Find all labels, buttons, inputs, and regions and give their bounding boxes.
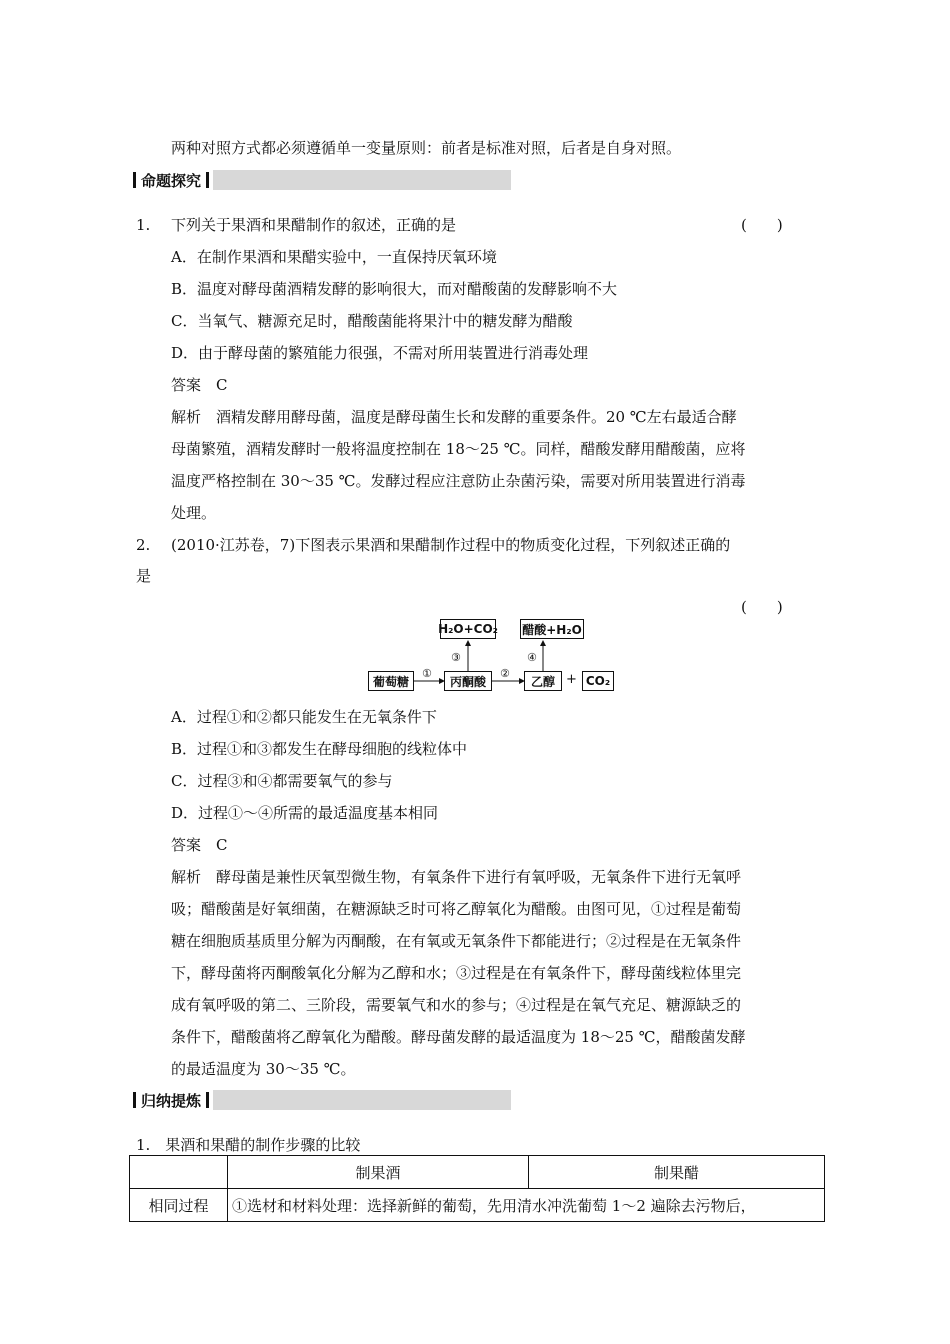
answer-blank: ( ) bbox=[741, 216, 783, 234]
box-ethanol: 乙醇 bbox=[524, 671, 562, 691]
option-a: A．在制作果酒和果醋实验中，一直保持厌氧环境 bbox=[171, 248, 497, 266]
analysis-line: 糖在细胞质基质里分解为丙酮酸，在有氧或无氧条件下都能进行；②过程是在无氧条件 bbox=[171, 932, 742, 950]
option-a: A．过程①和②都只能发生在无氧条件下 bbox=[171, 708, 437, 726]
section-header-exploration bbox=[133, 170, 511, 190]
table-row-label: 相同过程 bbox=[130, 1189, 228, 1222]
step-2-label: ② bbox=[500, 667, 510, 680]
section-bar-left bbox=[133, 1092, 136, 1108]
table-row bbox=[130, 1189, 825, 1222]
table-header-vinegar: 制果醋 bbox=[529, 1156, 825, 1189]
answer-line: 答案 C bbox=[171, 836, 228, 854]
option-d: D．由于酵母菌的繁殖能力很强，不需对所用装置进行消毒处理 bbox=[171, 344, 589, 362]
box-pyruvate: 丙酮酸 bbox=[444, 671, 492, 691]
step-3-label: ③ bbox=[451, 651, 461, 664]
analysis-line: 处理。 bbox=[171, 504, 217, 522]
analysis-line: 的最适温度为 30～35 ℃。 bbox=[171, 1060, 356, 1078]
section-bar-right bbox=[206, 1092, 209, 1108]
summary-heading: 1. 果酒和果醋的制作步骤的比较 bbox=[136, 1136, 361, 1154]
plus-sign: + bbox=[566, 672, 577, 687]
box-h2o-co2: H₂O+CO₂ bbox=[440, 619, 496, 639]
table-header-row bbox=[130, 1156, 825, 1189]
table-cell bbox=[130, 1156, 228, 1189]
option-c: C．当氧气、糖源充足时，醋酸菌能将果汁中的糖发酵为醋酸 bbox=[171, 312, 573, 330]
step-4-label: ④ bbox=[527, 651, 537, 664]
option-c: C．过程③和④都需要氧气的参与 bbox=[171, 772, 393, 790]
analysis-line: 温度严格控制在 30～35 ℃。发酵过程应注意防止杂菌污染，需要对所用装置进行消毒 bbox=[171, 472, 746, 490]
analysis-line: 吸；醋酸菌是好氧细菌，在糖源缺乏时可将乙醇氧化为醋酸。由图可见，①过程是葡萄 bbox=[171, 900, 742, 918]
section-title: 归纳提炼 bbox=[141, 1091, 202, 1110]
question-number: 1. bbox=[136, 216, 151, 234]
box-acetic-acid-h2o: 醋酸+H₂O bbox=[520, 619, 584, 639]
section-header-summary bbox=[133, 1090, 511, 1110]
table-header-wine: 制果酒 bbox=[228, 1156, 529, 1189]
analysis-line: 解析 酒精发酵用酵母菌，温度是酵母菌生长和发酵的重要条件。20 ℃左右最适合酵 bbox=[171, 408, 737, 426]
answer-blank: ( ) bbox=[741, 598, 783, 616]
question-stem: 下列关于果酒和果醋制作的叙述，正确的是 bbox=[171, 216, 457, 234]
option-b: B．温度对酵母菌酒精发酵的影响很大，而对醋酸菌的发酵影响不大 bbox=[171, 280, 618, 298]
section-bar-right bbox=[206, 172, 209, 188]
analysis-line: 条件下，醋酸菌将乙醇氧化为醋酸。酵母菌发酵的最适温度为 18～25 ℃，醋酸菌发酵 bbox=[171, 1028, 746, 1046]
question-stem: (2010·江苏卷，7)下图表示果酒和果醋制作过程中的物质变化过程，下列叙述正确的 bbox=[171, 536, 731, 554]
question-stem-cont: 是 bbox=[136, 567, 152, 585]
question-number: 2. bbox=[136, 536, 151, 554]
analysis-line: 成有氧呼吸的第二、三阶段，需要氧气和水的参与；④过程是在氧气充足、糖源缺乏的 bbox=[171, 996, 742, 1014]
table-row-content: ①选材和材料处理：选择新鲜的葡萄，先用清水冲洗葡萄 1～2 遍除去污物后， bbox=[228, 1189, 825, 1222]
answer-line: 答案 C bbox=[171, 376, 228, 394]
step-1-label: ① bbox=[422, 667, 432, 680]
section-bar-left bbox=[133, 172, 136, 188]
analysis-line: 下，酵母菌将丙酮酸氧化分解为乙醇和水；③过程是在有氧条件下，酵母菌线粒体里完 bbox=[171, 964, 742, 982]
comparison-table bbox=[129, 1155, 825, 1222]
box-co2: CO₂ bbox=[582, 671, 614, 691]
option-d: D．过程①～④所需的最适温度基本相同 bbox=[171, 804, 439, 822]
option-b: B．过程①和③都发生在酵母细胞的线粒体中 bbox=[171, 740, 468, 758]
analysis-line: 母菌繁殖，酒精发酵时一般将温度控制在 18～25 ℃。同样，醋酸发酵用醋酸菌，应将 bbox=[171, 440, 746, 458]
analysis-line: 解析 酵母菌是兼性厌氧型微生物，有氧条件下进行有氧呼吸，无氧条件下进行无氧呼 bbox=[171, 868, 742, 886]
intro-text: 两种对照方式都必须遵循单一变量原则：前者是标准对照，后者是自身对照。 bbox=[171, 139, 682, 157]
section-title: 命题探究 bbox=[141, 171, 202, 190]
metabolism-diagram bbox=[360, 615, 620, 695]
box-glucose: 葡萄糖 bbox=[368, 671, 414, 691]
